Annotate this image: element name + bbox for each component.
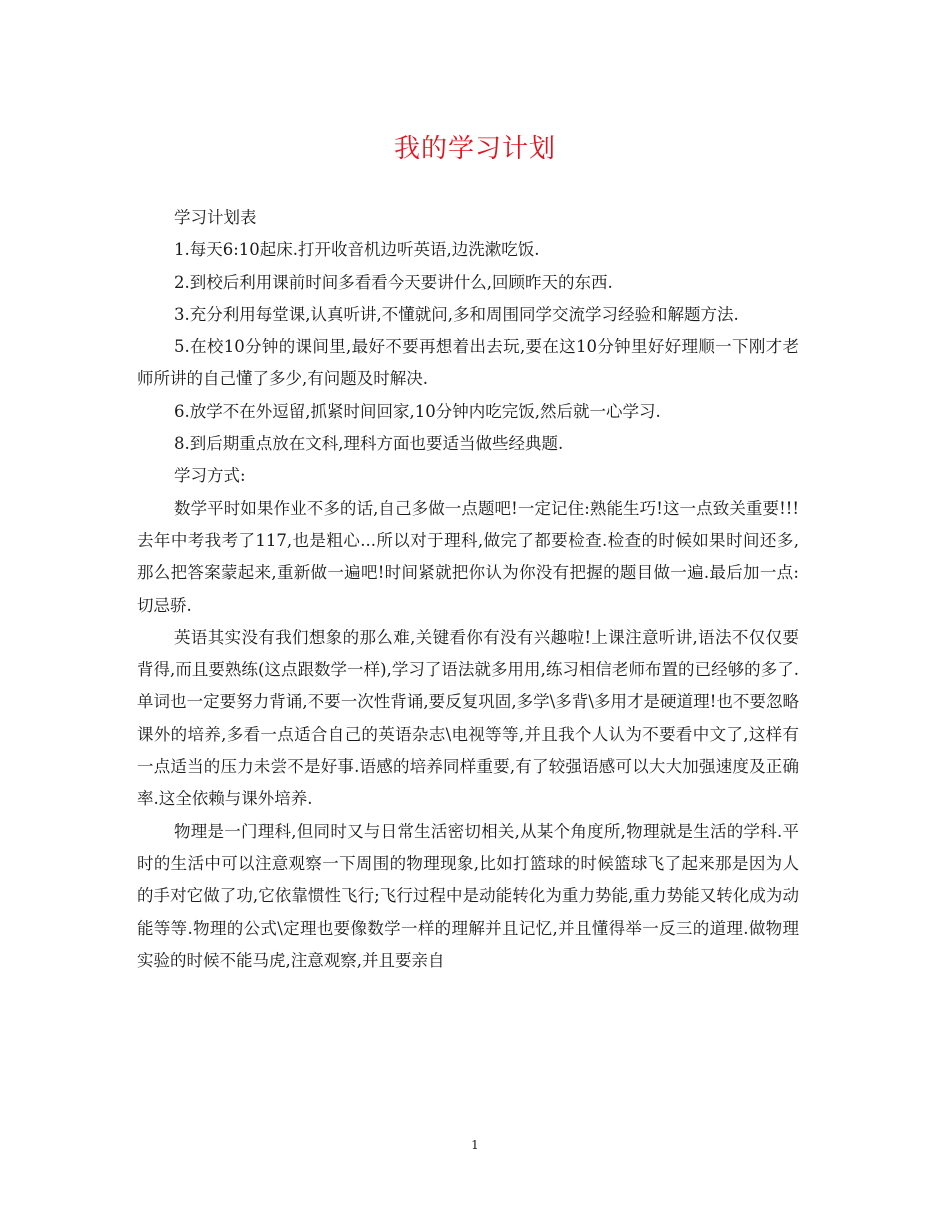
paragraph-plan-heading: 学习计划表: [174, 208, 257, 227]
paragraph-item-3: 3.充分利用每堂课,认真听讲,不懂就问,多和周围同学交流学习经验和解题方法.: [174, 304, 739, 324]
document-body: [137, 202, 799, 977]
paragraph-item-8: 8.到后期重点放在文科,理科方面也要适当做些经典题.: [174, 434, 564, 454]
paragraph-math: 数学平时如果作业不多的话,自己多做一点题吧!一定记住:熟能生巧!这一点致关重要!!!去年中考我考了117,也是粗心...所以对于理科,做完了都要检查.检查的时候如果时间还多,那么把答案蒙起来,重新做一遍吧!时间紧就把你认为你没有把握的题目做一遍.最后加一点:切忌骄.: [137, 498, 799, 615]
page-number: 1: [471, 1138, 479, 1152]
document-title: 我的学习计划: [393, 134, 556, 164]
paragraph-physics: 物理是一门理科,但同时又与日常生活密切相关,从某个角度所,物理就是生活的学科.平时的生活中可以注意观察一下周围的物理现象,比如打篮球的时候篮球飞了起来那是因为人的手对它做了功,它依靠惯性飞行;飞行过程中是动能转化为重力势能,重力势能又转化成为动能等等.物理的公式\定理也要像数学一样的理解并且记忆,并且懂得举一反三的道理.做物理实验的时候不能马虎,注意观察,并且要亲自: [137, 821, 799, 970]
paragraph-item-6: 6.放学不在外逗留,抓紧时间回家,10分钟内吃完饭,然后就一心学习.: [174, 401, 661, 421]
paragraph-item-2: 2.到校后利用课前时间多看看今天要讲什么,回顾昨天的东西.: [174, 272, 613, 292]
paragraph-item-5: 5.在校10分钟的课间里,最好不要再想着出去玩,要在这10分钟里好好理顺一下刚才老师所讲的自己懂了多少,有问题及时解决.: [137, 337, 799, 389]
paragraph-english: 英语其实没有我们想象的那么难,关键看你有没有兴趣啦!上课注意听讲,语法不仅仅要背得,而且要熟练(这点跟数学一样),学习了语法就多用用,练习相信老师布置的已经够的多了.单词也一定要努力背诵,不要一次性背诵,要反复巩固,多学\多背\多用才是硬道理!也不要忽略课外的培养,多看一点适合自己的英语杂志\电视等等,并且我个人认为不要看中文了,这样有一点适当的压力未尝不是好事.语感的培养同样重要,有了较强语感可以大大加强速度及正确率.这全依赖与课外培养.: [137, 627, 799, 809]
paragraph-method-heading: 学习方式:: [174, 466, 246, 486]
paragraph-item-1: 1.每天6:10起床.打开收音机边听英语,边洗漱吃饭.: [174, 240, 540, 260]
